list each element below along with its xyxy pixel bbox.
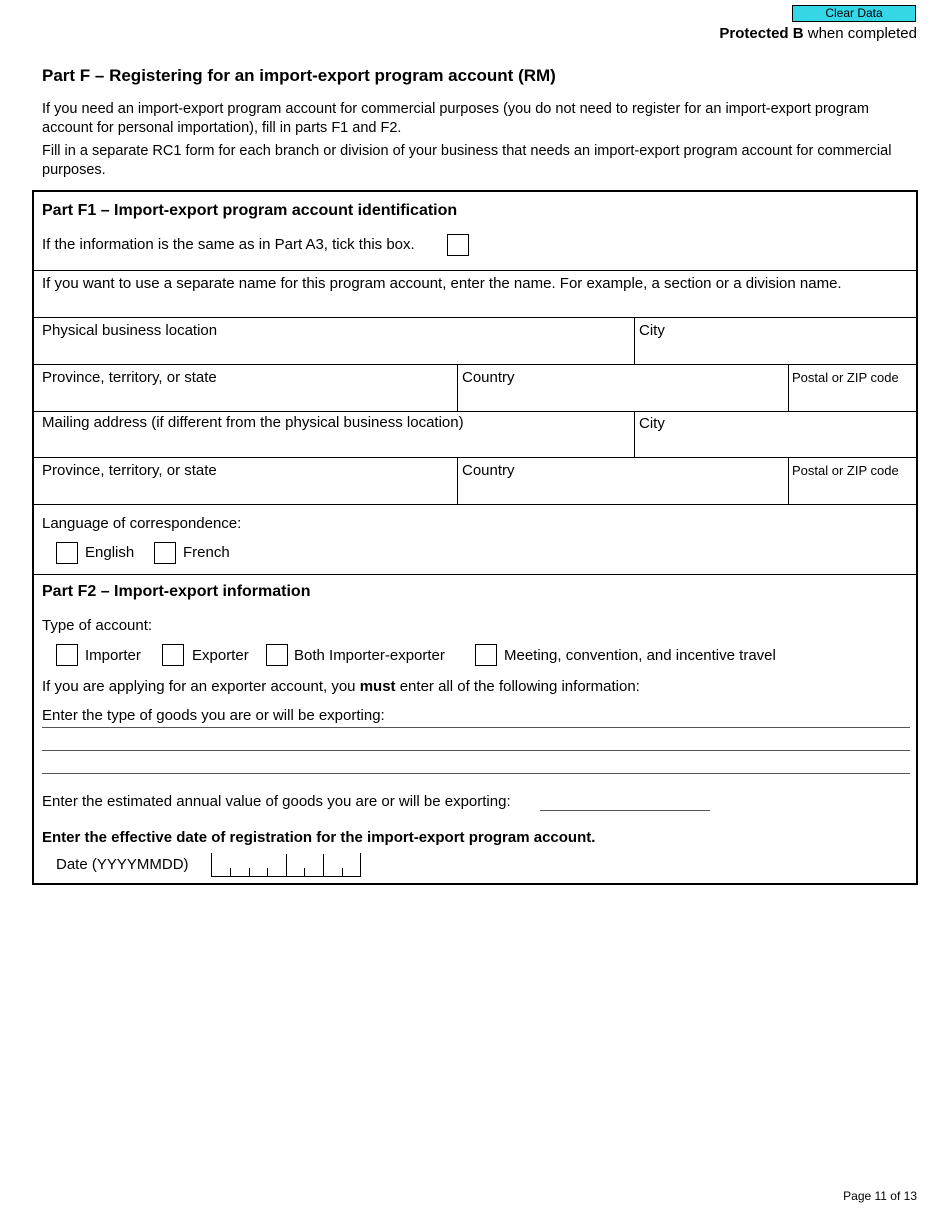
exporter-requirement-note (42, 678, 640, 695)
importer-label: Importer (85, 647, 141, 664)
exporter-label: Exporter (192, 647, 249, 664)
annual-value-label: Enter the estimated annual value of goods you are or will be exporting: (42, 793, 511, 810)
divider (457, 364, 458, 411)
french-checkbox[interactable] (154, 542, 176, 564)
physical-postal-label: Postal or ZIP code (792, 370, 899, 385)
protected-b-suffix: when completed (803, 25, 917, 42)
protected-b-label: Protected B (719, 25, 804, 42)
date-tick (230, 868, 231, 876)
physical-city-field[interactable] (639, 342, 909, 362)
english-label: English (85, 544, 135, 561)
mailing-province-field[interactable] (42, 482, 442, 502)
divider (34, 504, 916, 505)
mailing-country-label: Country (462, 462, 515, 479)
meeting-convention-label: Meeting, convention, and incentive travel (504, 647, 776, 664)
clear-data-button[interactable]: Clear Data (792, 5, 916, 22)
divider (34, 364, 916, 365)
date-separator (323, 854, 324, 876)
language-label: Language of correspondence: (42, 515, 242, 532)
divider (788, 457, 789, 504)
english-checkbox[interactable] (56, 542, 78, 564)
type-of-goods-label: Enter the type of goods you are or will be exporting: (42, 707, 385, 724)
date-label: Date (YYYYMMDD) (56, 856, 189, 873)
physical-country-field[interactable] (462, 389, 782, 409)
divider (34, 457, 916, 458)
mailing-province-label: Province, territory, or state (42, 462, 217, 479)
physical-postal-field[interactable] (792, 389, 912, 409)
divider (457, 457, 458, 504)
date-tick (342, 868, 343, 876)
divider (34, 411, 916, 412)
protected-b-notice (719, 25, 917, 42)
requirement-text-start: If you are applying for an exporter account, you (42, 678, 360, 695)
effective-date-input[interactable] (211, 853, 361, 877)
part-f2-title: Part F2 – Import-export information (42, 583, 311, 600)
page-title: Part F – Registering for an import-export program account (RM) (42, 66, 556, 85)
mailing-postal-field[interactable] (792, 482, 912, 502)
divider (34, 574, 916, 575)
french-label: French (183, 544, 230, 561)
type-of-goods-line-2[interactable] (42, 750, 910, 751)
physical-city-label: City (639, 322, 665, 339)
separate-name-label: If you want to use a separate name for this program account, enter the name. For example, a section or a division name. (42, 275, 842, 292)
separate-name-field[interactable] (42, 296, 902, 316)
annual-value-field[interactable] (540, 810, 710, 811)
mailing-postal-label: Postal or ZIP code (792, 463, 899, 478)
type-of-goods-line-1[interactable] (42, 727, 910, 728)
divider (634, 317, 635, 364)
date-tick (267, 868, 268, 876)
mailing-city-field[interactable] (639, 435, 909, 455)
divider (634, 411, 635, 458)
part-f1-title: Part F1 – Import-export program account identification (42, 202, 458, 219)
type-of-account-label: Type of account: (42, 617, 153, 634)
divider (34, 270, 916, 271)
page-number: Page 11 of 13 (843, 1189, 917, 1203)
requirement-emphasis: must (359, 678, 396, 695)
divider (34, 317, 916, 318)
physical-province-label: Province, territory, or state (42, 369, 217, 386)
meeting-convention-checkbox[interactable] (475, 644, 497, 666)
exporter-checkbox[interactable] (162, 644, 184, 666)
physical-province-field[interactable] (42, 389, 442, 409)
same-as-a3-label: If the information is the same as in Part A3, tick this box. (42, 236, 415, 253)
intro-paragraph-1: If you need an import-export program account for commercial purposes (you do not need to register for an import-export program account for personal importation), fill in parts F1 and F2. (42, 101, 869, 136)
effective-date-label: Enter the effective date of registration for the import-export program account. (42, 829, 596, 846)
both-importer-exporter-label: Both Importer-exporter (294, 647, 445, 664)
both-importer-exporter-checkbox[interactable] (266, 644, 288, 666)
mailing-address-label: Mailing address (if different from the physical business location) (42, 414, 464, 431)
physical-location-label: Physical business location (42, 322, 218, 339)
date-tick (304, 868, 305, 876)
date-separator (286, 854, 287, 876)
same-as-a3-checkbox[interactable] (447, 234, 469, 256)
physical-country-label: Country (462, 369, 515, 386)
mailing-city-label: City (639, 415, 665, 432)
mailing-country-field[interactable] (462, 482, 782, 502)
date-tick (249, 868, 250, 876)
requirement-text-end: enter all of the following information: (395, 678, 640, 695)
form-box (32, 190, 918, 885)
divider (788, 364, 789, 411)
importer-checkbox[interactable] (56, 644, 78, 666)
physical-location-field[interactable] (42, 342, 622, 362)
intro-paragraph-2: Fill in a separate RC1 form for each branch or division of your business that needs an import-export program account for commercial purposes. (42, 143, 892, 178)
mailing-address-field[interactable] (42, 435, 622, 455)
type-of-goods-line-3[interactable] (42, 773, 910, 774)
